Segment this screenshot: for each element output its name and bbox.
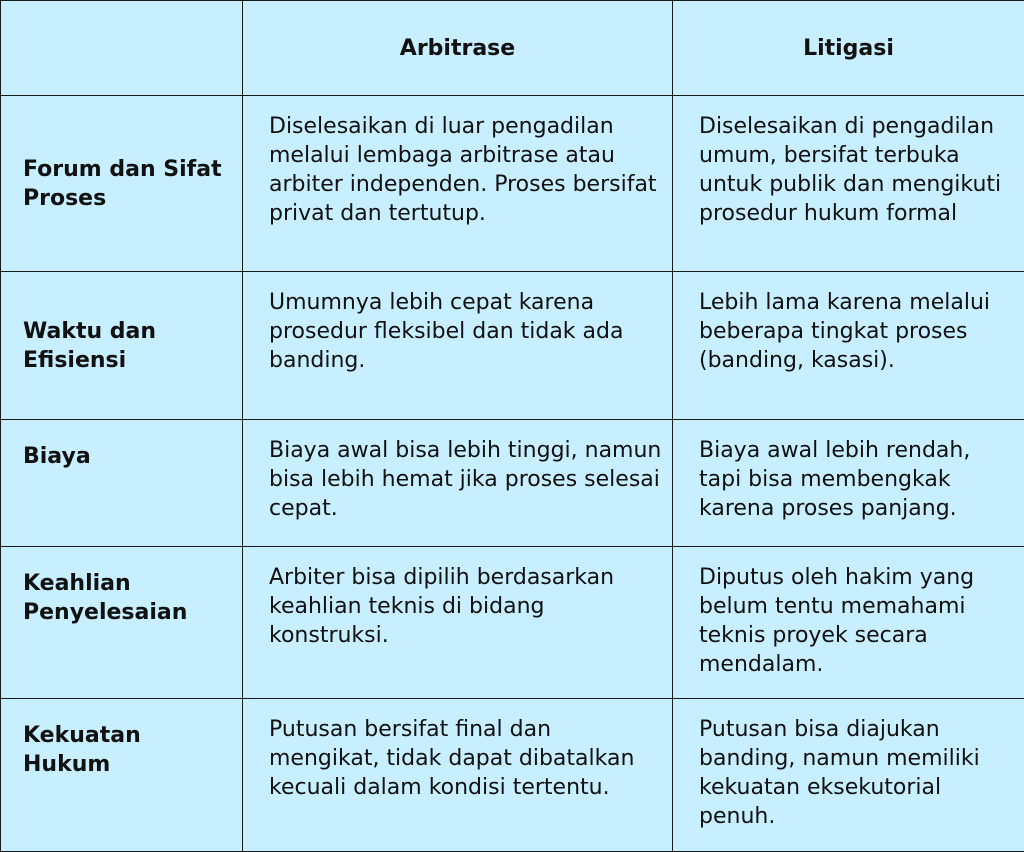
arbitrase-cell: Diselesaikan di luar pengadilan melalui lembaga arbitrase atau arbiter independen. Proses bersifat privat dan tertutup. <box>243 96 673 272</box>
header-row <box>1 1 1024 96</box>
arbitrase-cell: Arbiter bisa dipilih berdasarkan keahlian teknis di bidang konstruksi. <box>243 546 673 699</box>
litigasi-cell: Putusan bisa diajukan banding, namun memiliki kekuatan eksekutorial penuh. <box>673 699 1024 852</box>
litigasi-cell: Biaya awal lebih rendah, tapi bisa membengkak karena proses panjang. <box>673 420 1024 546</box>
litigasi-cell: Diputus oleh hakim yang belum tentu memahami teknis proyek secara mendalam. <box>673 546 1024 699</box>
litigasi-header: Litigasi <box>673 1 1024 96</box>
row-label: Waktu dan Efisiensi <box>1 271 243 420</box>
arbitrase-cell: Umumnya lebih cepat karena prosedur fleksibel dan tidak ada banding. <box>243 271 673 420</box>
table-row <box>1 699 1024 852</box>
arbitrase-cell: Putusan bersifat final dan mengikat, tidak dapat dibatalkan kecuali dalam kondisi tertentu. <box>243 699 673 852</box>
litigasi-cell: Diselesaikan di pengadilan umum, bersifat terbuka untuk publik dan mengikuti prosedur hukum formal <box>673 96 1024 272</box>
row-label: Kekuatan Hukum <box>1 699 243 852</box>
arbitrase-header: Arbitrase <box>243 1 673 96</box>
table-row <box>1 96 1024 272</box>
litigasi-cell: Lebih lama karena melalui beberapa tingkat proses (banding, kasasi). <box>673 271 1024 420</box>
row-label: Biaya <box>1 420 243 546</box>
table-row <box>1 271 1024 420</box>
arbitrase-cell: Biaya awal bisa lebih tinggi, namun bisa lebih hemat jika proses selesai cepat. <box>243 420 673 546</box>
row-label: Forum dan Sifat Proses <box>1 96 243 272</box>
table-row <box>1 546 1024 699</box>
row-label: Keahlian Penyelesaian <box>1 546 243 699</box>
table-row <box>1 420 1024 546</box>
corner-header <box>1 1 243 96</box>
